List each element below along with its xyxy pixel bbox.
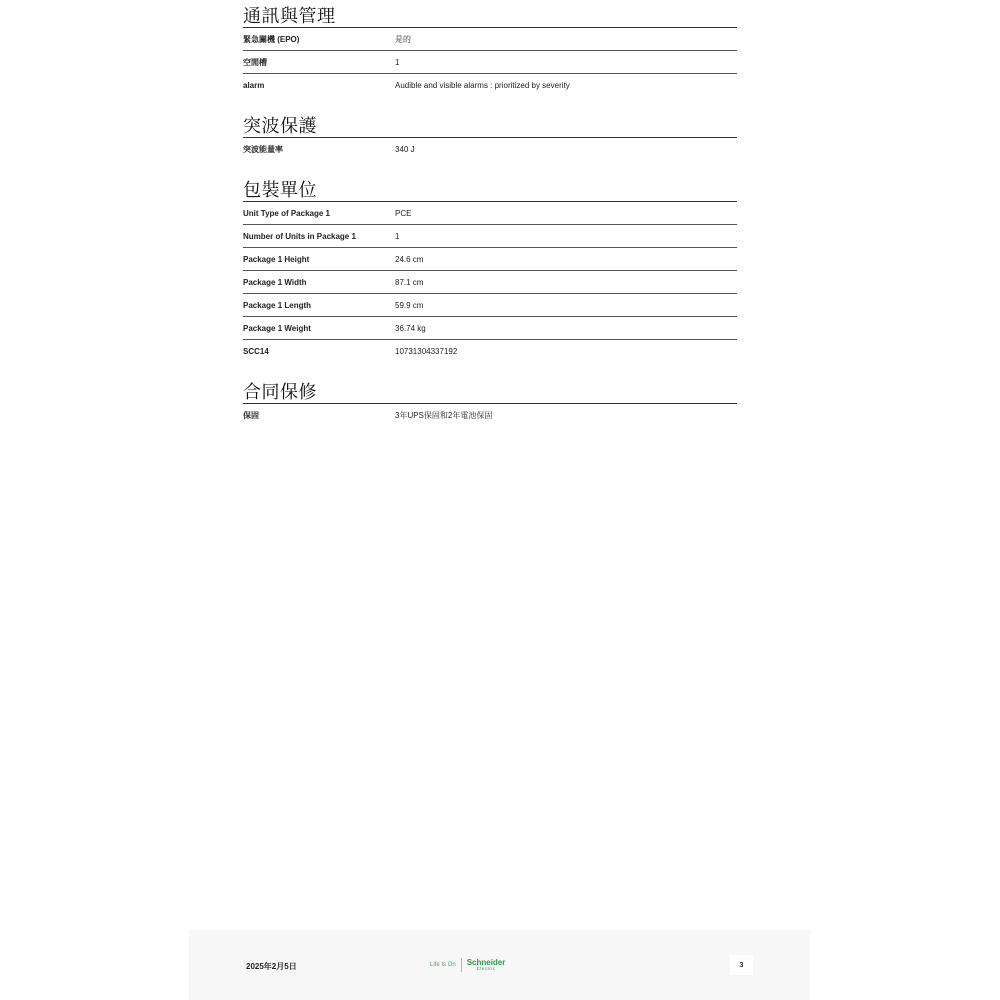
spec-row [243, 202, 737, 225]
spec-value: 340 J [395, 144, 415, 154]
spec-row [243, 225, 737, 248]
spec-label: Package 1 Length [243, 300, 312, 310]
spec-row [243, 294, 737, 317]
spec-row [243, 271, 737, 294]
spec-value: 1 [395, 231, 400, 241]
spec-value: 是的 [395, 34, 411, 44]
section-title: 包裝單位 [243, 174, 737, 202]
spec-value: Audible and visible alarms : prioritized by severity [395, 80, 570, 90]
brand-name: Schneider [466, 957, 506, 967]
page-footer [189, 930, 810, 1000]
spec-label: Package 1 Height [243, 254, 310, 264]
logo-divider [461, 958, 462, 972]
section-communication-management [243, 0, 737, 96]
spec-value: 36.74 kg [395, 323, 426, 333]
spec-value: 1 [395, 57, 400, 67]
section-title: 合同保修 [243, 376, 737, 404]
page-number: 3 [730, 955, 753, 975]
spec-row [243, 317, 737, 340]
spec-value: 59.9 cm [395, 300, 424, 310]
spec-row [243, 138, 737, 160]
spec-row [243, 340, 737, 362]
spec-label: alarm [243, 80, 265, 90]
spec-label: Package 1 Weight [243, 323, 311, 333]
schneider-logo [430, 957, 505, 973]
spec-label: Package 1 Width [243, 277, 307, 287]
spec-row [243, 74, 737, 96]
spec-content [243, 0, 737, 426]
brand-sub: Electric [476, 965, 496, 971]
spec-label: 空閒槽 [243, 57, 267, 67]
brand-logo-icon [467, 959, 506, 972]
spec-label: 保固 [243, 410, 259, 420]
spec-row [243, 51, 737, 74]
spec-value: 87.1 cm [395, 277, 424, 287]
spec-row [243, 248, 737, 271]
footer-date: 2025年2月5日 [246, 962, 297, 971]
spec-label: Number of Units in Package 1 [243, 231, 356, 241]
tagline-text: Life Is On [430, 962, 456, 968]
section-title: 突波保護 [243, 110, 737, 138]
spec-value: 24.6 cm [395, 254, 424, 264]
section-title: 通訊與管理 [243, 0, 737, 28]
spec-label: Unit Type of Package 1 [243, 208, 330, 218]
spec-label: 突波能量率 [243, 144, 283, 154]
spec-row [243, 28, 737, 51]
spec-value: PCE [395, 208, 412, 218]
section-surge-protection [243, 110, 737, 160]
spec-label: 緊急關機 (EPO) [243, 34, 300, 44]
spec-row [243, 404, 737, 426]
section-contract-warranty [243, 376, 737, 426]
spec-value: 3年UPS保固和2年電池保固 [395, 410, 493, 420]
section-packing-units [243, 174, 737, 362]
spec-label: SCC14 [243, 346, 269, 356]
spec-value: 10731304337192 [395, 346, 458, 356]
